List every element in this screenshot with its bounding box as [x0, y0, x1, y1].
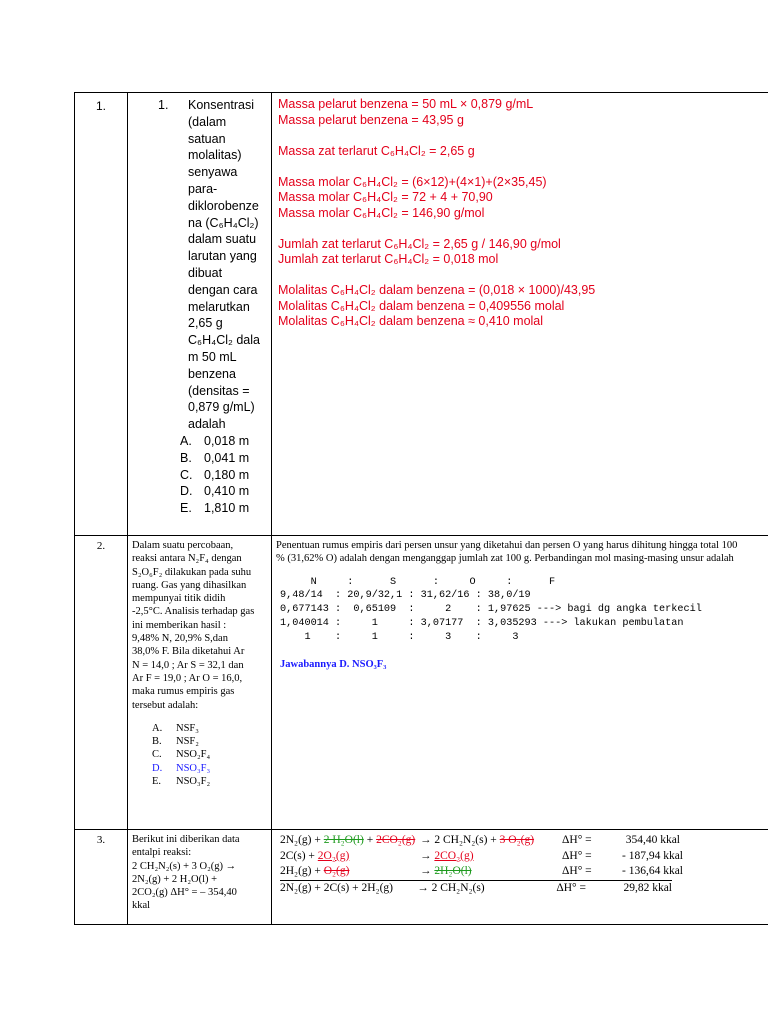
text-line: 2CO₂(g) ΔH° = – 354,40 [132, 887, 237, 899]
option-text: 0,410 m [204, 484, 250, 499]
text-line: Berikut ini diberikan data [132, 834, 240, 845]
text-line: S₂O₆F₂ dilakukan pada suhu [132, 566, 252, 578]
option-text: 0,041 m [204, 450, 250, 465]
row-number-cell [75, 830, 128, 925]
answer-option [152, 735, 267, 748]
text-line: mempunyai titik didih [132, 593, 226, 605]
equation-1: 2N₂(g) + 2 H₂O(l) + 2CO₂(g) → 2 CH₂N₂(s) + 3 O₂(g) ΔH° = 354,40 kkal [280, 834, 680, 846]
option-text: 1,810 m [204, 501, 250, 516]
option-text: NSO₂F₄ [176, 749, 211, 761]
answer-cell [272, 830, 768, 925]
answer-1 [272, 93, 768, 330]
question-cell [128, 536, 272, 830]
text-line: reaksi antara N₂F₄ dengan [132, 553, 242, 565]
text-line: 2N₂(g) + 2 H₂O(l) + [132, 873, 218, 885]
question-row-2 [75, 536, 768, 830]
text-line: benzena [188, 366, 236, 381]
text-line: m 50 mL [188, 349, 237, 364]
row-number: 2. [96, 540, 106, 552]
question-text [188, 97, 270, 433]
text-line: 1,040014 : 1 : 3,07177 : 3,035293 ---> lakukan pembulatan [280, 617, 684, 629]
question-1 [128, 93, 271, 517]
text-line: na (C₆H₄Cl₂) [188, 215, 259, 230]
text-line: 0,677143 : 0,65109 : 2 : 1,97625 ---> bagi dg angka terkecil [280, 604, 702, 616]
text-line: molalitas) [188, 148, 242, 163]
option-letter: E. [180, 501, 192, 516]
text-line: Konsentrasi [188, 98, 255, 112]
final-answer: Jawabannya D. NSO₃F₃ [280, 658, 387, 670]
answer-options [180, 433, 267, 517]
text-line: senyawa [188, 165, 238, 180]
answer-line: Molalitas C₆H₄Cl₂ dalam benzena ≈ 0,410 molal [278, 314, 544, 328]
text-line: C₆H₄Cl₂ dala [188, 333, 260, 348]
answer-2 [272, 536, 768, 670]
answer-line: Massa zat terlarut C₆H₄Cl₂ = 2,65 g [278, 143, 475, 158]
text-line: N : S : O : F [280, 576, 556, 588]
option-text: NSF₂ [176, 736, 199, 748]
text-line: 9,48% N, 20,9% S,dan [132, 633, 228, 645]
question-2 [128, 536, 271, 788]
option-letter: B. [180, 450, 192, 465]
answer-option [152, 762, 267, 775]
option-letter: D. [180, 484, 193, 499]
option-text: NSF₃ [176, 722, 199, 734]
text-line: 2,65 g [188, 316, 223, 331]
equation-sum: 2N₂(g) + 2C(s) + 2H₂(g) → 2 CH₂N₂(s) ΔH° = 29,82 kkal [280, 880, 672, 897]
equation-2: 2C(s) + 2O₂(g) → 2CO₂(g) ΔH° = - 187,94 kkal [280, 849, 684, 862]
text-line: -2,5°C. Analisis terhadap gas [132, 606, 255, 618]
answer-cell [272, 536, 768, 830]
option-letter: C. [152, 749, 162, 761]
row-number: 1. [95, 99, 106, 113]
question-cell [128, 830, 272, 925]
answer-line: Massa molar C₆H₄Cl₂ = (6×12)+(4×1)+(2×35,45) [278, 174, 547, 189]
answer-line: Massa molar C₆H₄Cl₂ = 72 + 4 + 70,90 [278, 190, 493, 204]
question-row-3 [75, 830, 768, 925]
text-line: (dalam [188, 114, 227, 129]
option-letter: C. [180, 467, 193, 482]
text-line: satuan [188, 131, 226, 146]
text-line: Ar F = 19,0 ; Ar O = 16,0, [132, 672, 243, 684]
answer-option [152, 748, 267, 761]
answer-intro-line: % (31,62% O) adalah dengan menganggap jumlah zat 100 g. Perbandingan mol masing-masing unsur adalah [276, 553, 734, 565]
answer-line: Jumlah zat terlarut C₆H₄Cl₂ = 2,65 g / 146,90 g/mol [278, 236, 561, 251]
text-line: ruang. Gas yang dihasilkan [132, 579, 247, 591]
text-line: larutan yang [188, 249, 257, 264]
row-number: 3. [96, 834, 106, 846]
answer-line: Molalitas C₆H₄Cl₂ dalam benzena = (0,018 × 1000)/43,95 [278, 283, 596, 297]
answer-table [74, 92, 768, 925]
text-line: dalam suatu [188, 232, 257, 247]
option-letter: A. [180, 433, 192, 448]
text-line: 38,0% F. Bila diketahui Ar [132, 646, 245, 658]
text-line: (densitas = [188, 383, 250, 398]
option-text: NSO₃F₂ [176, 776, 211, 788]
text-line: ini memberikan hasil : [132, 619, 227, 631]
text-line: para- [188, 181, 218, 196]
answer-intro-line: Penentuan rumus empiris dari persen unsur yang diketahui dan persen O yang harus dihitung hingga total 100 [276, 540, 738, 551]
answer-line: Massa pelarut benzena = 43,95 g [278, 112, 464, 127]
text-line: Dalam suatu percobaan, [132, 540, 234, 551]
answer-cell [272, 93, 768, 536]
text-line: kkal [132, 900, 151, 912]
option-text: 0,018 m [204, 433, 250, 448]
text-line: melarutkan [188, 299, 250, 314]
text-line: dengan cara [188, 282, 258, 297]
text-line: 9,48/14 : 20,9/32,1 : 31,62/16 : 38,0/19 [280, 590, 531, 602]
text-line: tersebut adalah: [132, 699, 199, 711]
answer-line: Molalitas C₆H₄Cl₂ dalam benzena = 0,409556 molal [278, 298, 565, 313]
option-letter: B. [152, 736, 162, 748]
text-line: 0,879 g/mL) [188, 400, 255, 415]
text-line: maka rumus empiris gas [132, 686, 235, 698]
answer-option [180, 467, 267, 484]
answer-line: Massa pelarut benzena = 50 mL × 0,879 g/mL [278, 97, 534, 111]
text-line: entalpi reaksi: [132, 847, 192, 859]
option-text: NSO₃F₃ [176, 762, 211, 774]
option-text: 0,180 m [204, 467, 250, 482]
question-cell [128, 93, 272, 536]
question-row-1 [75, 93, 768, 536]
text-line: N = 14,0 ; Ar S = 32,1 dan [132, 659, 244, 671]
answer-3 [272, 830, 768, 896]
answer-option [180, 433, 267, 450]
answer-option [152, 722, 267, 735]
answer-option [180, 500, 267, 517]
answer-line: Massa molar C₆H₄Cl₂ = 146,90 g/mol [278, 205, 485, 220]
text-line: diklorobenze [188, 198, 259, 213]
answer-option [180, 483, 267, 500]
question-3 [128, 830, 271, 913]
answer-option [180, 450, 267, 467]
answer-option [152, 775, 267, 788]
mole-ratio-table [276, 576, 768, 645]
text-line: 2 CH₂N₂(s) + 3 O₂(g) → [132, 860, 237, 872]
option-letter: A. [152, 722, 163, 734]
text-line: adalah [188, 417, 226, 432]
text-line: 1 : 1 : 3 : 3 [280, 631, 519, 643]
option-letter: D. [152, 762, 163, 774]
text-line: dibuat [188, 265, 223, 280]
answer-line: Jumlah zat terlarut C₆H₄Cl₂ = 0,018 mol [278, 252, 499, 266]
option-letter: E. [152, 776, 162, 788]
question-text [132, 539, 267, 712]
question-number: 1. [158, 98, 169, 112]
row-number-cell [75, 536, 128, 830]
row-number-cell [75, 93, 128, 536]
answer-options [152, 722, 267, 788]
equation-3: 2H₂(g) + O₂(g) → 2H₂O(l) ΔH° = - 136,64 kkal [280, 865, 684, 877]
